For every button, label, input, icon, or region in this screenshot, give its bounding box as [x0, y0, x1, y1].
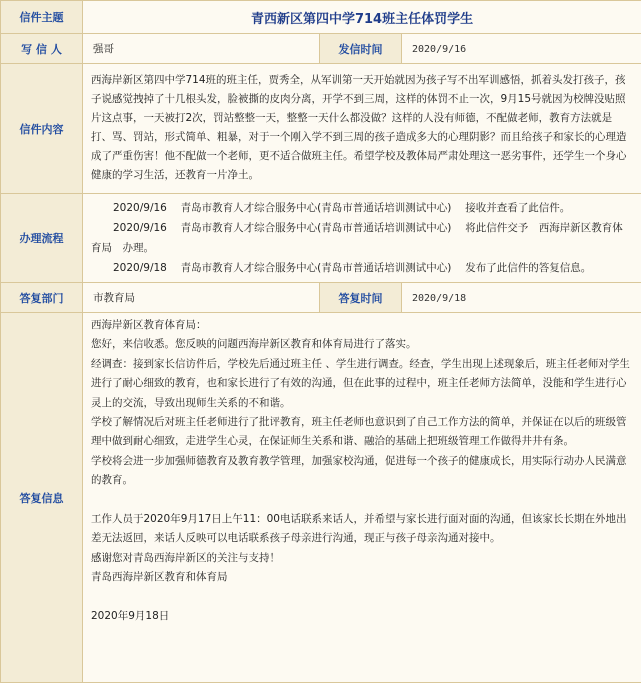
process-step: 2020/9/18 青岛市教育人才综合服务中心(青岛市普通话培训测试中心) 发布了此信件的答复信息。	[91, 258, 633, 278]
reply-content	[83, 313, 641, 630]
reply-line: 工作人员于2020年9月17日上午11：00电话联系来话人，并希望与家长进行面对面的沟通，但该家长长期在外地出差无法返回，来话人反映可以电话联系孩子母亲进行沟通，现正与孩子母亲沟通对接中。	[91, 510, 633, 549]
process-list	[83, 194, 641, 282]
writer-label: 写 信 人	[1, 34, 83, 64]
reply-line: 学校将会进一步加强师德教育及教育教学管理，加强家校沟通，促进每一个孩子的健康成长，用实际行动办人民满意的教育。	[91, 452, 633, 491]
subject-label: 信件主题	[1, 1, 83, 34]
reply-info-label: 答复信息	[1, 313, 83, 683]
reply-info-row	[1, 313, 641, 683]
reply-line: 您好，来信收悉。您反映的问题西海岸新区教育和体育局进行了落实。	[91, 335, 633, 354]
process-step: 2020/9/16 青岛市教育人才综合服务中心(青岛市普通话培训测试中心) 接收并查看了此信件。	[91, 198, 633, 218]
content-row	[1, 64, 641, 194]
reply-spacer	[91, 491, 633, 510]
writer-name: 强哥	[83, 34, 320, 64]
send-time-label: 发信时间	[320, 34, 402, 64]
reply-line: 青岛西海岸新区教育和体育局	[91, 568, 633, 587]
subject-row	[1, 1, 641, 34]
letter-content-text: 西海岸新区第四中学714班的班主任，贾秀全，从军训第一天开始就因为孩子写不出军训感悟，抓着头发打孩子，孩子说感觉拽掉了十几根头发，脸被撕的皮肉分离，开学不到三周，这样的体罚不止一次，9月15号就因为校牌没贴照片这点事，一天被打2次，罚站整整一天，整整一天什么都没做？这样的人没有师德，不配做老师，教育方法就是打、骂、罚站，形式简单、粗暴，对于一个刚入学不到三周的孩子造成多大的心理阴影？而且给孩子和家长的心理造成了严重伤害！他不配做一个老师，更不适合做班主任。希望学校及教体局严肃处理这一恶劣事件，还学生一个身心健康的学习生活，还教育一片净土。	[91, 71, 633, 185]
letter-subject: 青西新区第四中学714班主任体罚学生	[83, 1, 641, 34]
reply-line: 学校了解情况后对班主任老师进行了批评教育，班主任老师也意识到了自己工作方法的简单，并保证在以后的班级管理中做到耐心细致，走进学生心灵，在保证师生关系和谐、融洽的基础上把班级管理工作做得井井有条。	[91, 413, 633, 452]
letter-content	[83, 67, 641, 191]
reply-time-label: 答复时间	[320, 283, 402, 313]
process-label: 办理流程	[1, 194, 83, 283]
reply-meta-row	[1, 283, 641, 313]
reply-time-value: 2020/9/18	[412, 293, 466, 304]
reply-dept-label: 答复部门	[1, 283, 83, 313]
content-label: 信件内容	[1, 64, 83, 194]
reply-date: 2020年9月18日	[91, 607, 633, 626]
reply-line: 西海岸新区教育体育局：	[91, 316, 633, 335]
process-row	[1, 194, 641, 283]
reply-line: 经调查：接到家长信访件后，学校先后通过班主任 、学生进行调查。经查，学生出现上述现象后，班主任老师对学生进行了耐心细致的教育，也和家长进行了有效的沟通，但在此事的过程中，班主任老师方法简单，没能和学生进行心灵上的交流，导致出现师生关系的不和谐。	[91, 355, 633, 413]
send-time-value: 2020/9/16	[412, 44, 466, 55]
reply-spacer	[91, 588, 633, 607]
reply-line: 感谢您对青岛西海岸新区的关注与支持！	[91, 549, 633, 568]
writer-row	[1, 34, 641, 64]
process-step: 2020/9/16 青岛市教育人才综合服务中心(青岛市普通话培训测试中心) 将此信件交予 西海岸新区教育体育局 办理。	[91, 218, 633, 258]
reply-dept-value: 市教育局	[83, 283, 320, 313]
